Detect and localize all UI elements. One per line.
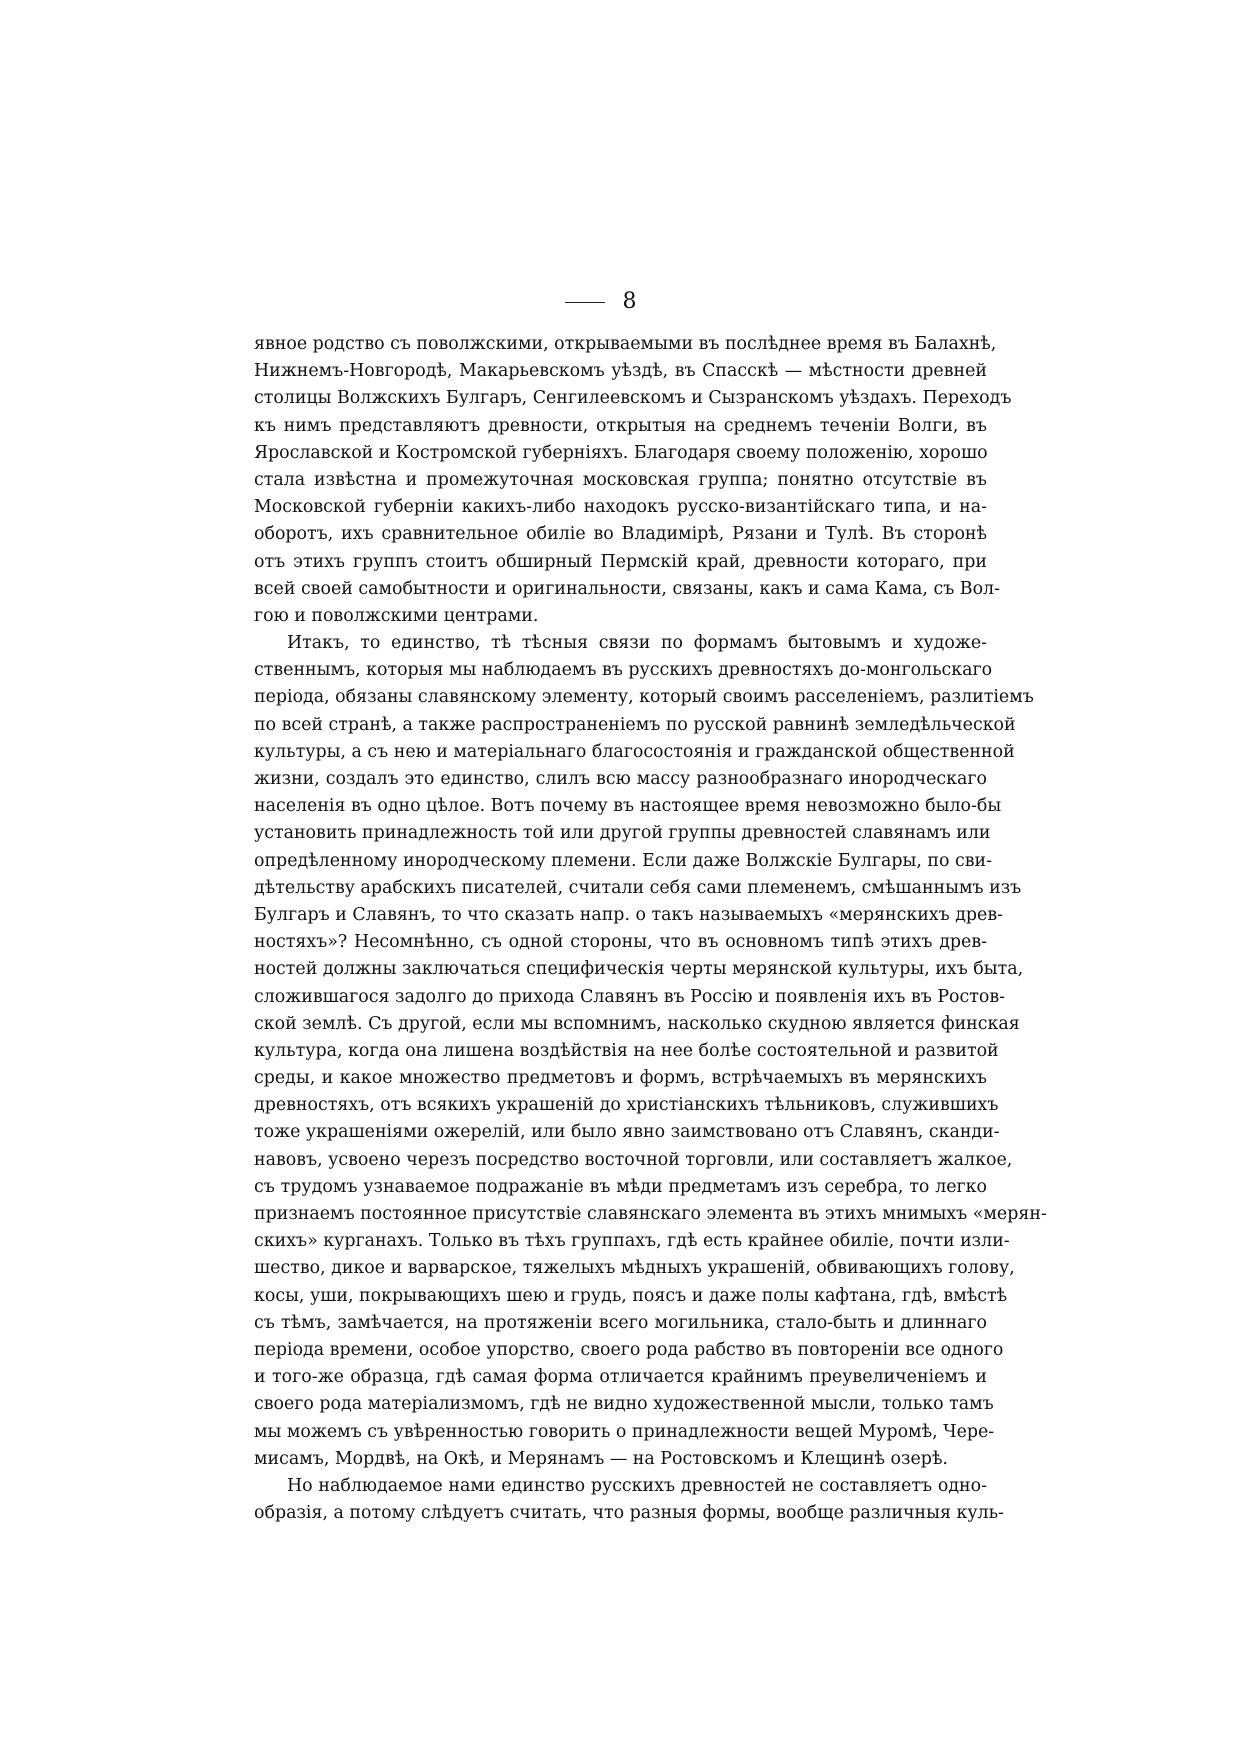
text-line: Но наблюдаемое нами единство русскихъ древностей не составляетъ одно-	[287, 1475, 987, 1496]
text-line: по всей странѣ, а также распространеніемъ по русской равнинѣ земледѣльческой	[254, 714, 1016, 735]
text-line: тоже украшеніями ожерелій, или было явно заимствовано отъ Славянъ, сканди-	[254, 1122, 1000, 1143]
text-line: періода, обязаны славянскому элементу, который своимъ расселеніемъ, разлитіемъ	[254, 687, 1034, 708]
paragraph	[254, 331, 1012, 630]
text-line: своего рода матеріализмомъ, гдѣ не видно художественной мысли, только тамъ	[254, 1394, 994, 1415]
text-line: ственнымъ, которыя мы наблюдаемъ въ русскихъ древностяхъ до-монгольскаго	[254, 660, 993, 681]
text-line: среды, и какое множество предметовъ и формъ, встрѣчаемыхъ въ мерянскихъ	[254, 1068, 987, 1089]
paragraph	[254, 1473, 1004, 1527]
text-line: Булгаръ и Славянъ, то что сказать напр. о такъ называемыхъ «мерянскихъ древ-	[254, 904, 1004, 925]
text-line: гою и поволжскими центрами.	[254, 605, 539, 626]
text-line: косы, уши, покрывающихъ шею и грудь, поясъ и даже полы кафтана, гдѣ, вмѣстѣ	[254, 1285, 1008, 1306]
text-line: всей своей самобытности и оригинальности, связаны, какъ и сама Кама, съ Вол-	[254, 578, 1000, 599]
text-line: стала извѣстна и промежуточная московская группа; понятно отсутствіе въ	[254, 469, 987, 490]
text-line: культура, когда она лишена воздѣйствія на нее болѣе состоятельной и развитой	[254, 1040, 999, 1061]
text-line: столицы Волжскихъ Булгаръ, Сенгилеевскомъ и Сызранскомъ уѣздахъ. Переходъ	[254, 388, 1012, 409]
text-line: культуры, а съ нею и матеріальнаго благосостоянія и гражданской общественной	[254, 741, 1015, 762]
page-header	[0, 289, 1241, 315]
header-dash	[565, 302, 605, 303]
text-line: ностяхъ»? Несомнѣнно, съ одной стороны, что въ основномъ типѣ этихъ древ-	[254, 932, 987, 953]
text-line: признаемъ постоянное присутствіе славянскаго элемента въ этихъ мнимыхъ «мерян-	[254, 1204, 1047, 1224]
text-line: жизни, создалъ это единство, слилъ всю массу разнообразнаго инородческаго	[254, 769, 987, 789]
body-text	[254, 331, 1047, 1527]
text-line: установить принадлежность той или другой группы древностей славянамъ или	[254, 823, 991, 844]
text-line: къ нимъ представляютъ древности, открытыя на среднемъ теченіи Волги, въ	[254, 415, 987, 436]
text-line: сложившагося задолго до прихода Славянъ въ Россію и появленія ихъ въ Ростов-	[254, 986, 1005, 1007]
paragraph	[254, 630, 1047, 1473]
text-line: образія, а потому слѣдуетъ считать, что разныя формы, вообще различныя куль-	[254, 1503, 1004, 1524]
text-line: древностяхъ, отъ всякихъ украшеній до христіанскихъ тѣльниковъ, служившихъ	[254, 1095, 999, 1116]
text-line: Московской губерніи какихъ-либо находокъ русско-византійскаго типа, и на-	[254, 497, 987, 518]
text-line: и того-же образца, гдѣ самая форма отличается крайнимъ преувеличеніемъ и	[254, 1367, 987, 1388]
text-line: періода времени, особое упорство, своего рода рабство въ повтореніи все одного	[254, 1339, 1004, 1360]
text-line: ской землѣ. Съ другой, если мы вспомнимъ, насколько скудною является финская	[254, 1013, 1020, 1034]
text-line: шество, дикое и варварское, тяжелыхъ мѣдныхъ украшеній, обвивающихъ голову,	[254, 1258, 1015, 1279]
text-line: съ трудомъ узнаваемое подражаніе въ мѣди предметамъ изъ серебра, то легко	[254, 1176, 987, 1197]
text-line: отъ этихъ группъ стоитъ обширный Пермскій край, древности котораго, при	[254, 551, 987, 572]
text-line: дѣтельству арабскихъ писателей, считали себя сами племенемъ, смѣшаннымъ изъ	[254, 877, 1022, 898]
text-line: явное родство съ поволжскими, открываемыми въ послѣднее время въ Балахнѣ,	[254, 334, 997, 354]
text-line: Итакъ, то единство, тѣ тѣсныя связи по формамъ бытовымъ и художе-	[287, 633, 987, 654]
text-line: Ярославской и Костромской губерніяхъ. Благодаря своему положенію, хорошо	[254, 442, 988, 463]
text-line: скихъ» курганахъ. Только въ тѣхъ группахъ, гдѣ есть крайнее обиліе, почти изли-	[254, 1231, 1010, 1252]
text-line: Нижнемъ-Новгородѣ, Макарьевскомъ уѣздѣ, въ Спасскѣ — мѣстности древней	[254, 361, 987, 382]
text-line: оборотъ, ихъ сравнительное обиліе во Владимірѣ, Рязани и Тулѣ. Въ сторонѣ	[254, 524, 987, 545]
text-line: населенія въ одно цѣлое. Вотъ почему въ настоящее время невозможно было-бы	[254, 796, 1002, 817]
page-number: 8	[622, 289, 637, 314]
text-line: опредѣленному инородческому племени. Если даже Волжскіе Булгары, по сви-	[254, 850, 992, 871]
text-line: мисамъ, Мордвѣ, на Окѣ, и Мерянамъ — на Ростовскомъ и Клещинѣ озерѣ.	[254, 1448, 948, 1469]
text-line: ностей должны заключаться специфическія черты мерянской культуры, ихъ быта,	[254, 959, 1024, 980]
text-line: мы можемъ съ увѣренностью говорить о принадлежности вещей Муромѣ, Чере-	[254, 1421, 995, 1442]
text-line: навовъ, усвоено черезъ посредство восточной торговли, или составляетъ жалкое,	[254, 1149, 1013, 1170]
text-line: съ тѣмъ, замѣчается, на протяженіи всего могильника, стало-быть и длиннаго	[254, 1312, 987, 1333]
